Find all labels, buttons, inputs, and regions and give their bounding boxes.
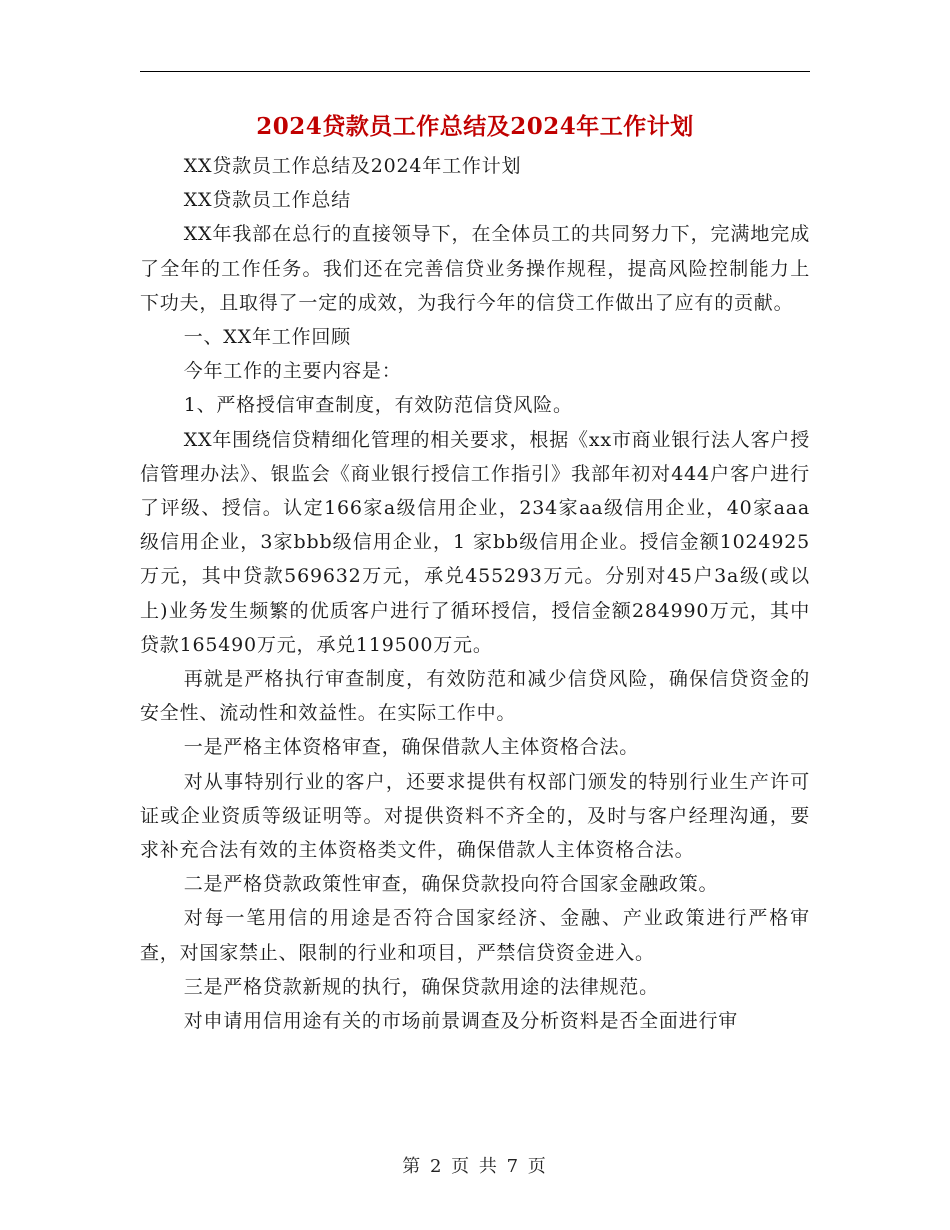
page-number-footer: 第 2 页 共 7 页	[402, 1156, 548, 1177]
paragraph-credit-stats: XX年围绕信贷精细化管理的相关要求，根据《xx市商业银行法人客户授信管理办法》、银监会《商业银行授信工作指引》我部年初对444户客户进行了评级、授信。认定166家a级信用企业，234家aa级信用企业，40家aaa级信用企业，3家bbb级信用企业，1 家bb级信用企业。授信金额1024925万元，其中贷款569632万元，承兑455293万元。分别对45户3a级(或以上)业务发生频繁的优质客户进行了循环授信，授信金额284990万元，其中贷款165490万元，承兑119500万元。	[140, 428, 810, 656]
point-heading-2: 二是严格贷款政策性审查，确保贷款投向符合国家金融政策。	[183, 873, 719, 896]
paragraph-subtitle: XX贷款员工作总结及2024年工作计划	[183, 155, 522, 177]
section-heading-review: 一、XX年工作回顾	[183, 326, 351, 349]
paragraph-heading-summary: XX贷款员工作总结	[183, 189, 351, 212]
document-body	[140, 149, 810, 1038]
item-heading-1: 1、严格授信审查制度，有效防范信贷风险。	[183, 394, 573, 417]
header-rule	[140, 71, 810, 72]
paragraph-review-system: 再就是严格执行审查制度，有效防范和减少信贷风险，确保信贷资金的安全性、流动性和效益性。在实际工作中。	[140, 668, 810, 725]
paragraph-main-content: 今年工作的主要内容是：	[183, 360, 402, 383]
paragraph-intro: XX年我部在总行的直接领导下，在全体员工的共同努力下，完满地完成了全年的工作任务。我们还在完善信贷业务操作规程，提高风险控制能力上下功夫，且取得了一定的成效，为我行今年的信贷工作做出了应有的贡献。	[140, 223, 810, 314]
paragraph-policy-review: 对每一笔用信的用途是否符合国家经济、金融、产业政策进行严格审查，对国家禁止、限制的行业和项目，严禁信贷资金进入。	[140, 907, 810, 964]
paragraph-special-industry: 对从事特别行业的客户，还要求提供有权部门颁发的特别行业生产许可证或企业资质等级证明等。对提供资料不齐全的，及时与客户经理沟通，要求补充合法有效的主体资格类文件，确保借款人主体资格合法。	[140, 770, 810, 862]
point-heading-3: 三是严格贷款新规的执行，确保贷款用途的法律规范。	[183, 975, 659, 998]
point-heading-1: 一是严格主体资格审查，确保借款人主体资格合法。	[183, 736, 640, 759]
document-title: 2024贷款员工作总结及2024年工作计划	[256, 113, 694, 140]
paragraph-market-review: 对申请用信用途有关的市场前景调查及分析资料是否全面进行审	[183, 1010, 739, 1033]
